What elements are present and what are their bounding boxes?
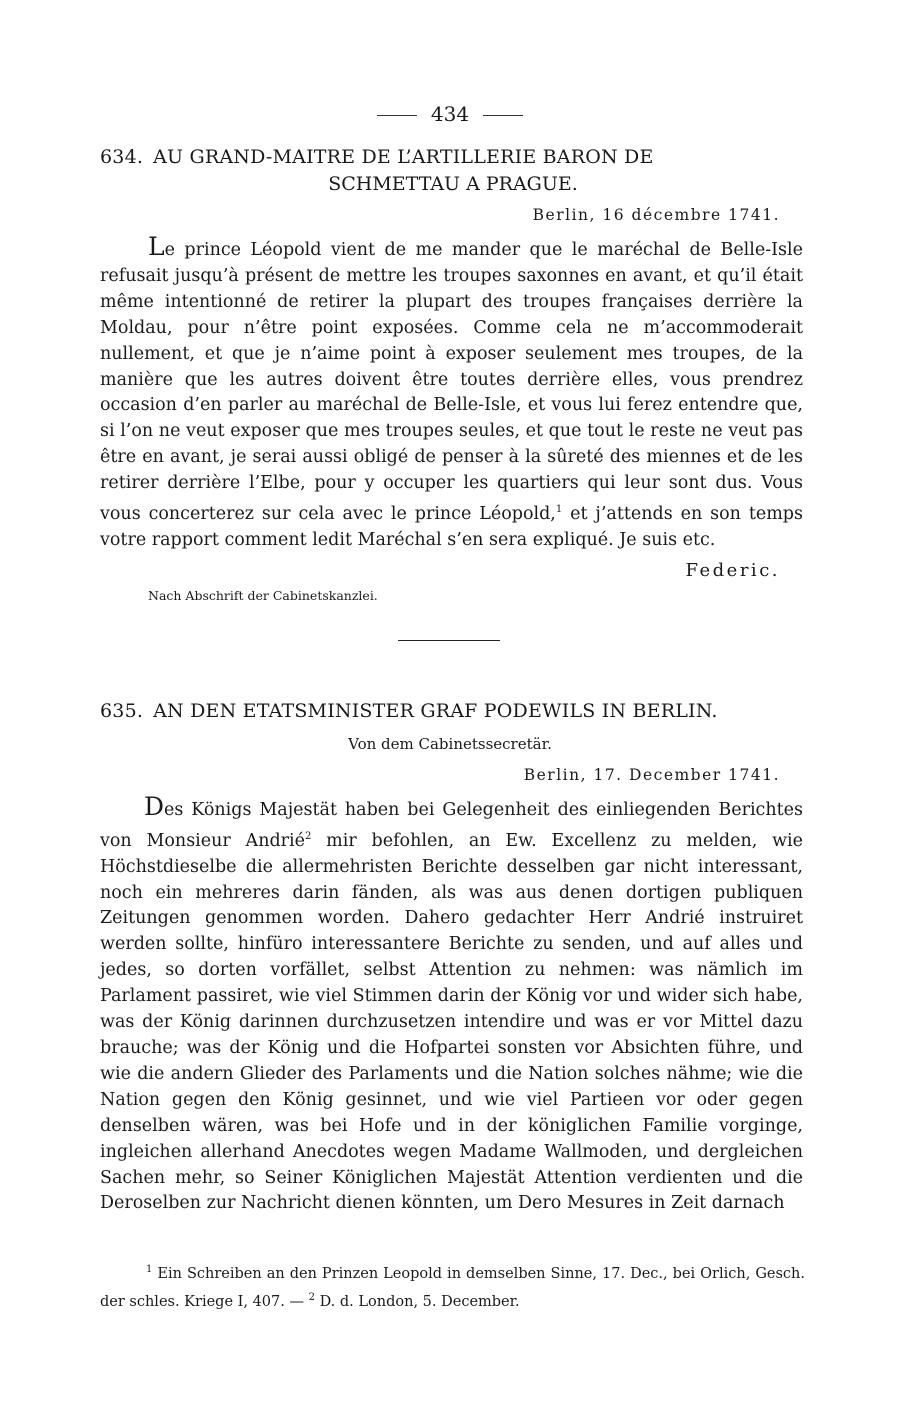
page-number: 434 [430, 102, 470, 126]
header-dash-right [483, 115, 523, 116]
footnote-1-mark: 1 [146, 1264, 153, 1275]
footnote-2-text: D. d. London, 5. December. [314, 1293, 520, 1310]
letter-635-body-part2: mir befohlen, an Ew. Excellenz zu melden, wie Höchstdieselbe die allermehristen Berichte desselben gar nicht interessant, noch ein mehreres darin fänden, als was aus denen dortigen publiquen Zeitungen genommen worden. Dahero gedachter Herr Andrié instruiret werden sollte, hinfüro interessantere Berichte zu senden, und auf alles und jedes, so dorten vorfället, selbst Attention zu nehmen: was nämlich im Parlament passiret, wie viel Stimmen darin der König vor und wider sich habe, was der König darinnen durchzusetzen intendire und was er vor Mittel dazu brauche; was der König und die Hofpartei sonsten vor Absichten führe, und wie die andern Glieder des Parlaments und die Nation solches nähme; wie die Nation gegen den König gesinnet, und wie viel Partieen vor oder gegen denselben wären, was bei Hofe und in der königlichen Familie vorginge, ingleichen allerhand Anecdotes wegen Madame Wallmoden, und dergleichen Sachen mehr, so Seiner Königlichen Majestät Attention verdienten und die Deroselben zur Nachricht dienen könnten, um Dero Mesures in Zeit darnach [100, 830, 804, 1214]
letter-634-title [100, 146, 806, 168]
footnote-ref-1: 1 [555, 504, 563, 516]
footnote-2-mark: 2 [308, 1291, 315, 1303]
letter-635-subhead: Von dem Cabinetssecretär. [348, 735, 552, 753]
letter-635-initial: D [144, 792, 165, 821]
letter-634-title-line1: AU GRAND-MAITRE DE L’ARTILLERIE BARON DE [153, 146, 654, 168]
letter-634-dateline: Berlin, 16 décembre 1741. [532, 206, 780, 224]
letter-634-body [100, 234, 803, 554]
letter-635-number: 635. [100, 700, 144, 722]
letter-635-title-text: AN DEN ETATSMINISTER GRAF PODEWILS IN BERLIN. [153, 700, 718, 722]
letter-634-body-end: et j’attends en son temps votre rapport comment ledit Maréchal s’en sera expliqué. Je suis etc. [100, 503, 803, 550]
header-dash-left [377, 115, 417, 116]
letter-634-source: Nach Abschrift der Cabinetskanzlei. [148, 588, 378, 603]
letter-634-initial: L [148, 232, 165, 261]
letter-635-dateline: Berlin, 17. December 1741. [523, 766, 780, 784]
letter-635-body [100, 794, 803, 1217]
letter-635-title [100, 700, 806, 722]
footnote-1-text: Ein Schreiben an den Prinzen Leopold in demselben Sinne, 17. Dec., bei Orlich, Gesch. der schles. Kriege I, 407. — [100, 1265, 805, 1310]
footnote-ref-2: 2 [305, 830, 312, 842]
section-divider [398, 640, 500, 641]
letter-634-signature: Federic. [685, 560, 780, 581]
letter-634-title-line2: SCHMETTAU A PRAGUE. [328, 173, 578, 195]
letter-635-body-part1: es Königs Majestät haben bei Gelegenheit des einliegenden Berichtes von Monsieur Andrié [100, 800, 803, 851]
letter-634-body-text: e prince Léopold vient de me mander que le maréchal de Belle-Isle refusait jusqu’à présent de mettre les troupes saxonnes en avant, et qu’il était même intentionné de retirer la plupart des troupes françaises derrière la Moldau, pour n’être point exposées. Comme cela ne m’accommoderait nullement, et que je n’aime point à exposer seulement mes troupes, de la manière que les autres doivent être toutes derrière elles, vous prendrez occasion d’en parler au maréchal de Belle-Isle, et vous lui ferez entendre que, si l’on ne veut exposer que mes troupes seules, et que tout le reste ne veut pas être en avant, je serai aussi obligé de penser à la sûreté des miennes et de les retirer derrière l’Elbe, pour y occuper les quartiers qui leur sont dus. Vous vous concerterez sur cela avec le prince Léopold, [100, 240, 803, 524]
page-header [0, 102, 900, 126]
footnotes [100, 1258, 805, 1314]
letter-634-number: 634. [100, 146, 144, 168]
